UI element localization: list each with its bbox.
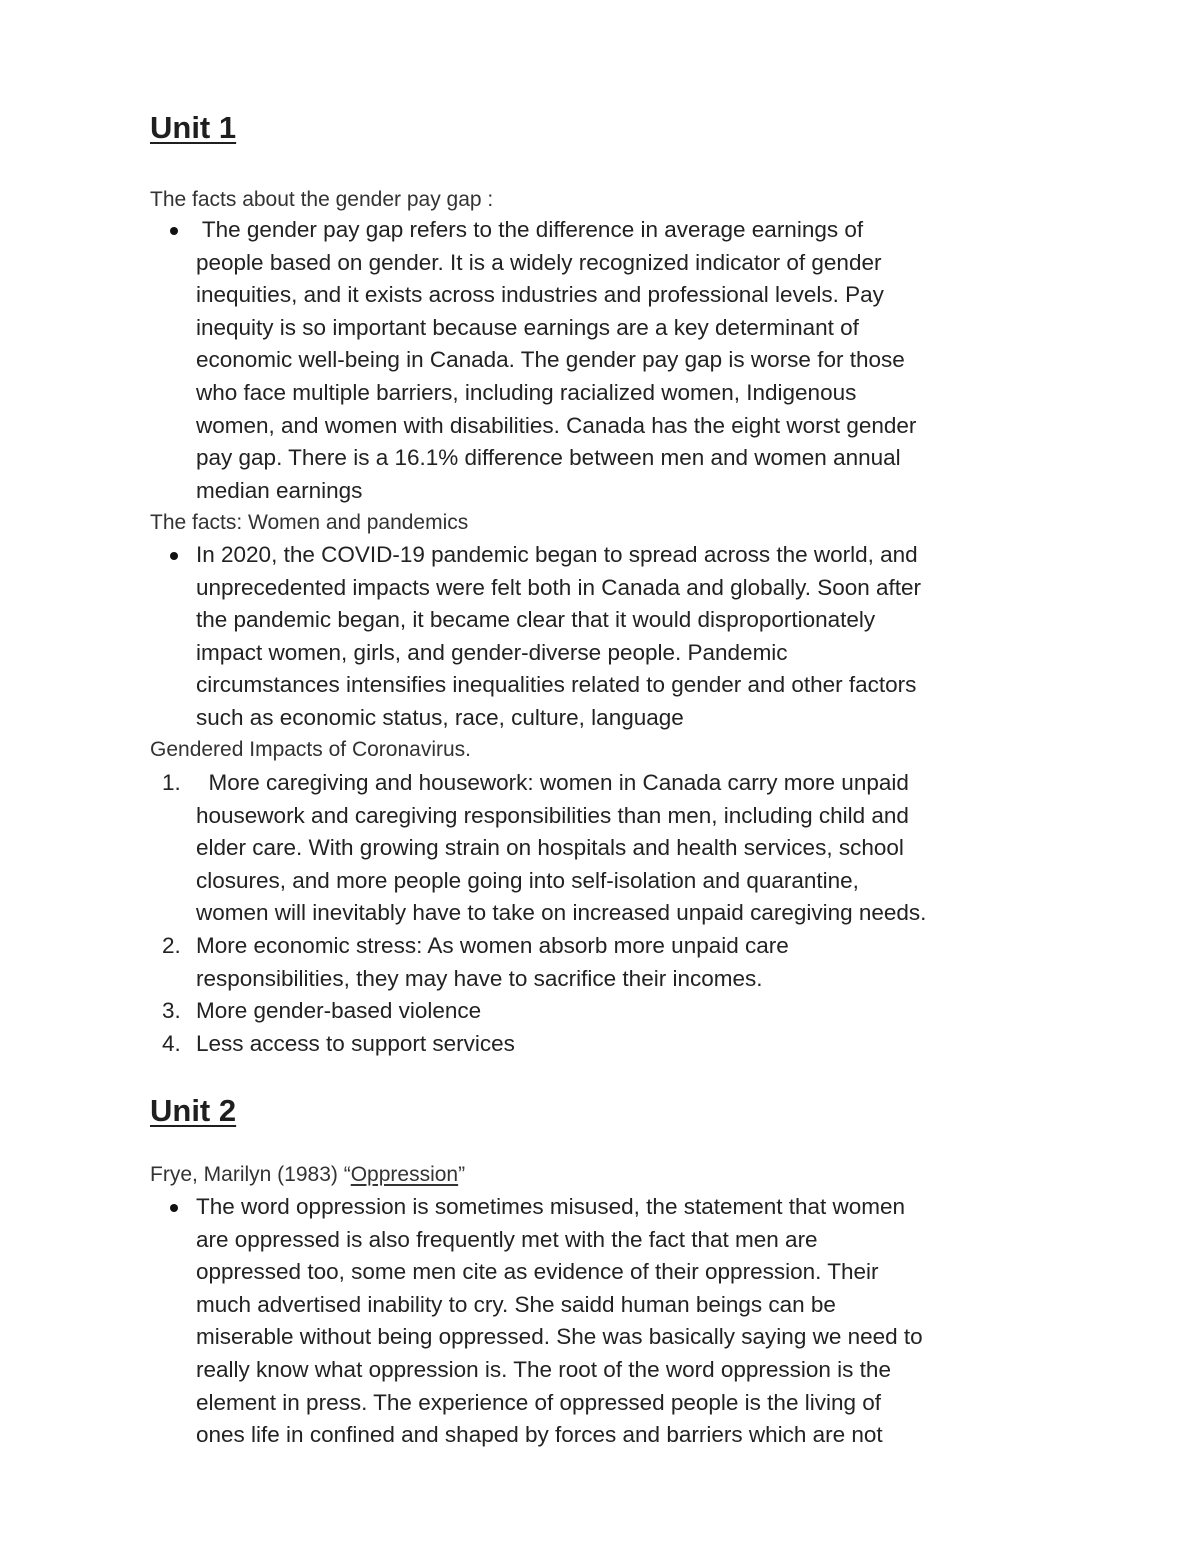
text-line: inequities, and it exists across industries and professional levels. Pay <box>196 282 884 308</box>
text-line: the pandemic began, it became clear that it would disproportionately <box>196 607 876 633</box>
text-line: inequity is so important because earnings are a key determinant of <box>196 314 859 340</box>
list-number: 2. <box>162 933 181 958</box>
text-line: More gender-based violence <box>196 998 482 1023</box>
text-line: closures, and more people going into self-isolation and quarantine, <box>196 867 859 893</box>
unit-2-title: Unit 2 <box>150 1093 237 1128</box>
text-line: pay gap. There is a 16.1% difference between men and women annual <box>196 445 901 471</box>
text-line: unprecedented impacts were felt both in Canada and globally. Soon after <box>196 574 922 600</box>
text-line: such as economic status, race, culture, language <box>196 704 684 730</box>
text-line: The gender pay gap refers to the difference in average earnings of <box>196 217 864 242</box>
oppression-bullet-text <box>196 1191 1090 1452</box>
impact-item-text <box>196 930 1090 995</box>
oppression-link[interactable]: Oppression <box>350 1163 459 1186</box>
text-line: housework and caregiving responsibilities than men, including child and <box>196 802 909 828</box>
text-line: The word oppression is sometimes misused, the statement that women <box>196 1194 906 1219</box>
impact-item-4 <box>150 1028 1090 1061</box>
impact-item-text <box>196 995 1090 1028</box>
reference-suffix: ” <box>458 1163 466 1186</box>
text-line: median earnings <box>196 477 363 503</box>
text-line: Less access to support services <box>196 1031 515 1056</box>
text-line: oppressed too, some men cite as evidence of their oppression. Their <box>196 1259 879 1285</box>
pay-gap-bullet-text <box>196 214 1090 507</box>
impact-item-text <box>196 767 1090 930</box>
text-line: people based on gender. It is a widely recognized indicator of gender <box>196 249 882 275</box>
text-line: economic well-being in Canada. The gender pay gap is worse for those <box>196 347 905 373</box>
impact-item-text <box>196 1028 1090 1061</box>
oppression-bullet <box>150 1191 1090 1452</box>
text-line: More economic stress: As women absorb more unpaid care <box>196 933 789 958</box>
unit-1-title: Unit 1 <box>150 110 237 145</box>
text-line: really know what oppression is. The root of the word oppression is the <box>196 1356 891 1382</box>
reference-prefix: Frye, Marilyn (1983) “ <box>150 1163 351 1186</box>
impacts-heading: Gendered Impacts of Coronavirus. <box>150 738 471 761</box>
text-line: are oppressed is also frequently met with the fact that men are <box>196 1226 818 1252</box>
pandemics-bullet <box>150 539 1090 735</box>
text-line: impact women, girls, and gender-diverse people. Pandemic <box>196 639 788 665</box>
reference-line <box>150 1159 465 1192</box>
impact-item-3 <box>150 995 1090 1028</box>
list-number: 1. <box>162 770 181 795</box>
text-line: much advertised inability to cry. She saidd human beings can be <box>196 1291 836 1317</box>
bullet-icon <box>170 552 178 560</box>
text-line: women, and women with disabilities. Canada has the eight worst gender <box>196 412 917 438</box>
text-line: who face multiple barriers, including racialized women, Indigenous <box>196 379 857 405</box>
pay-gap-bullet <box>150 214 1090 507</box>
list-number: 3. <box>162 998 181 1023</box>
text-line: women will inevitably have to take on increased unpaid caregiving needs. <box>196 900 927 926</box>
text-line: responsibilities, they may have to sacrifice their incomes. <box>196 965 763 991</box>
text-line: More caregiving and housework: women in Canada carry more unpaid <box>196 770 909 795</box>
text-line: elder care. With growing strain on hospitals and health services, school <box>196 835 904 861</box>
pay-gap-heading: The facts about the gender pay gap : <box>150 188 494 211</box>
text-line: circumstances intensifies inequalities related to gender and other factors <box>196 672 917 698</box>
text-line: miserable without being oppressed. She was basically saying we need to <box>196 1324 923 1350</box>
text-line: In 2020, the COVID-19 pandemic began to spread across the world, and <box>196 542 918 567</box>
bullet-icon <box>170 1204 178 1212</box>
impact-item-1 <box>150 767 1090 930</box>
text-line: ones life in confined and shaped by forces and barriers which are not <box>196 1422 883 1448</box>
pandemics-heading: The facts: Women and pandemics <box>150 511 469 534</box>
pandemics-bullet-text <box>196 539 1090 735</box>
list-number: 4. <box>162 1031 181 1056</box>
bullet-icon <box>170 227 178 235</box>
impact-item-2 <box>150 930 1090 995</box>
text-line: element in press. The experience of oppressed people is the living of <box>196 1389 881 1415</box>
